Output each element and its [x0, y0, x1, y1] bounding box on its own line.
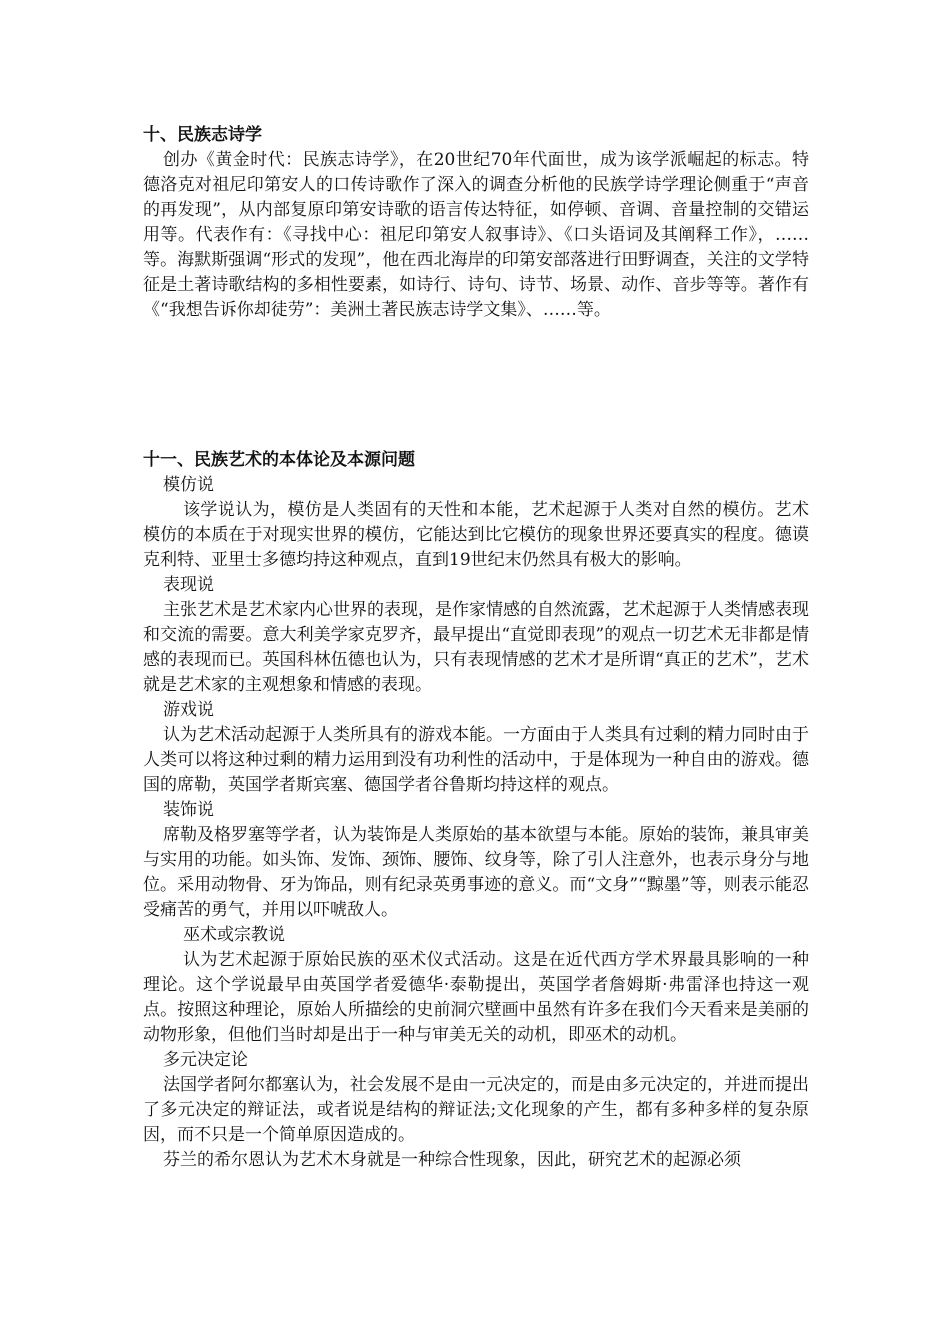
- section-11-heading: 十一、民族艺术的本体论及本源问题: [143, 450, 415, 470]
- section-11: [143, 448, 809, 1173]
- pluralism-subheading: 多元决定论: [163, 1050, 248, 1070]
- section-10-paragraph: 创办《黄金时代：民族志诗学》，在20世纪70年代面世，成为该学派崛起的标志。特德洛克对祖尼印第安人的口传诗歌作了深入的调查分析他的民族学诗学理论侧重于“声音的再发现”，从内部复原印第安诗歌的语言传达特征，如停顿、音调、音量控制的交错运用等。代表作有：《寻找中心：祖尼印第安人叙事诗》、《口头语词及其阐释工作》，……等。海默斯强调“形式的发现”，他在西北海岸的印第安部落进行田野调查，关注的文学特征是土著诗歌结构的多相性要素，如诗行、诗句、诗节、场景、动作、音步等等。著作有《“我想告诉你却徒劳”：美洲土著民族志诗学文集》、……等。: [143, 150, 809, 320]
- pluralism-paragraph-2: 芬兰的希尔恩认为艺术木身就是一种综合性现象，因此，研究艺术的起源必须: [163, 1150, 741, 1170]
- witchcraft-subheading: 巫术或宗教说: [183, 925, 285, 945]
- pluralism-paragraph: 法国学者阿尔都塞认为，社会发展不是由一元决定的，而是由多元决定的，并进而提出了多元决定的辩证法，或者说是结构的辩证法;文化现象的产生，都有多种多样的复杂原因，而不只是一个简单原因造成的。: [143, 1075, 809, 1145]
- expression-subheading: 表现说: [163, 575, 214, 595]
- expression-paragraph: 主张艺术是艺术家内心世界的表现，是作家情感的自然流露，艺术起源于人类情感表现和交流的需要。意大利美学家克罗齐，最早提出“直觉即表现”的观点一切艺术无非都是情感的表现而已。英国科林伍德也认为，只有表现情感的艺术才是所谓“真正的艺术”，艺术就是艺术家的主观想象和情感的表现。: [143, 600, 809, 695]
- imitation-paragraph: 该学说认为，模仿是人类固有的天性和本能，艺术起源于人类对自然的模仿。艺术模仿的本质在于对现实世界的模仿，它能达到比它模仿的现象世界还要真实的程度。德谟克利特、亚里士多德均持这种观点，直到19世纪末仍然具有极大的影响。: [143, 500, 809, 570]
- play-subheading: 游戏说: [163, 700, 214, 720]
- play-paragraph: 认为艺术活动起源于人类所具有的游戏本能。一方面由于人类具有过剩的精力同时由于人类可以将这种过剩的精力运用到没有功利性的活动中，于是体现为一种自由的游戏。德国的席勒，英国学者斯宾塞、德国学者谷鲁斯均持这样的观点。: [143, 725, 809, 795]
- imitation-subheading: 模仿说: [163, 475, 214, 495]
- section-10: [143, 123, 809, 323]
- decoration-paragraph: 席勒及格罗塞等学者，认为装饰是人类原始的基本欲望与本能。原始的装饰，兼具审美与实用的功能。如头饰、发饰、颈饰、腰饰、纹身等，除了引人注意外，也表示身分与地位。采用动物骨、牙为饰品，则有纪录英勇事迹的意义。而“文身”“黥墨”等，则表示能忍受痛苦的勇气，并用以吓唬敌人。: [143, 825, 809, 920]
- decoration-subheading: 装饰说: [163, 800, 214, 820]
- witchcraft-paragraph: 认为艺术起源于原始民族的巫术仪式活动。这是在近代西方学术界最具影响的一种理论。这个学说最早由英国学者爱德华·泰勒提出，英国学者詹姆斯·弗雷泽也持这一观点。按照这种理论，原始人所描绘的史前洞穴壁画中虽然有许多在我们今天看来是美丽的动物形象，但他们当时却是出于一种与审美无关的动机，即巫术的动机。: [143, 950, 809, 1045]
- section-10-heading: 十、民族志诗学: [143, 125, 262, 145]
